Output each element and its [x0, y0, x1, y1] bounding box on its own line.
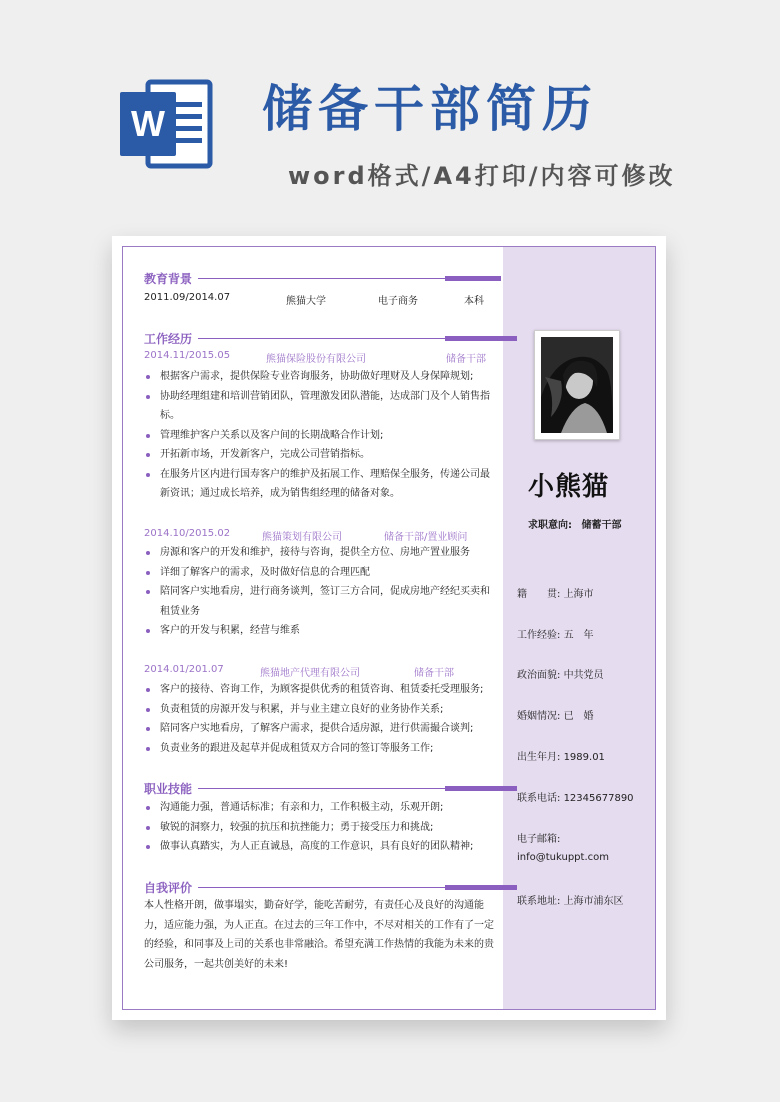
experience-title: 工作经历	[144, 332, 193, 346]
job-3-period: 2014.01/201.07	[144, 664, 224, 675]
list-item: 敏锐的洞察力，较强的抗压和抗挫能力；勇于接受压力和挑战;	[144, 818, 496, 838]
experience-divider-bar	[445, 336, 517, 341]
info-value: 五 年	[563, 630, 594, 641]
job-2-position: 储备干部/置业顾问	[384, 532, 468, 543]
education-title: 教育背景	[144, 272, 193, 286]
info-value: 上海市	[563, 589, 594, 600]
list-item: 协助经理组建和培训营销团队，管理激发团队潜能，达成部门及个人销售指标。	[144, 387, 496, 426]
list-item: 详细了解客户的需求，及时做好信息的合理匹配	[144, 563, 496, 583]
education-degree: 本科	[464, 296, 484, 307]
list-item: 根据客户需求，提供保险专业咨询服务，协助做好理财及人身保障规划;	[144, 367, 496, 387]
list-item: 管理维护客户关系以及客户间的长期战略合作计划;	[144, 426, 496, 446]
skills-divider	[198, 788, 448, 789]
job-intent	[528, 516, 621, 531]
list-item: 沟通能力强，普通话标准；有亲和力，工作积极主动，乐观开朗;	[144, 798, 496, 818]
job-1-position: 储备干部	[446, 354, 486, 365]
list-item: 陪同客户实地看房，了解客户需求，提供合适房源，进行供需撮合谈判;	[144, 719, 496, 739]
job-intent-label: 求职意向:	[528, 520, 572, 531]
education-divider-bar	[445, 276, 501, 281]
info-value: 12345677890	[563, 793, 634, 804]
list-item: 客户的开发与积累，经营与维系	[144, 621, 496, 641]
info-email-label: 电子邮箱:	[517, 834, 561, 845]
job-3-company: 熊猫地产代理有限公司	[260, 668, 360, 679]
info-label: 联系地址:	[517, 896, 561, 907]
info-label: 联系电话:	[517, 793, 561, 804]
education-divider	[198, 278, 448, 279]
info-value: 上海市浦东区	[563, 896, 624, 907]
resume-sheet	[112, 236, 666, 1020]
education-school: 熊猫大学	[286, 296, 326, 307]
list-item: 客户的接待、咨询工作，为顾客提供优秀的租赁咨询、租赁委托受理服务;	[144, 680, 496, 700]
info-label: 政治面貌:	[517, 670, 561, 681]
info-experience	[517, 626, 594, 641]
job-1-company: 熊猫保险股份有限公司	[266, 354, 366, 365]
education-period: 2011.09/2014.07	[144, 292, 231, 303]
list-item: 在服务片区内进行国寿客户的维护及拓展工作、理赔保全服务，传递公司最新资讯；通过成长培养，成为销售组经理的储备对象。	[144, 465, 496, 504]
portrait-photo	[534, 330, 620, 440]
list-item: 房源和客户的开发和维护，接待与咨询，提供全方位、房地产置业服务	[144, 543, 496, 563]
list-item: 负责租赁的房源开发与积累，并与业主建立良好的业务协作关系;	[144, 700, 496, 720]
job-1-period: 2014.11/2015.05	[144, 350, 231, 361]
list-item: 陪同客户实地看房，进行商务谈判，签订三方合同，促成房地产经纪买卖和租赁业务	[144, 582, 496, 621]
info-marital	[517, 707, 594, 722]
experience-divider	[198, 338, 448, 339]
self-eval-divider	[198, 887, 448, 888]
page-subtitle: word格式/A4打印/内容可修改	[288, 162, 676, 190]
list-item: 开拓新市场，开发新客户，完成公司营销指标。	[144, 445, 496, 465]
info-value: 中共党员	[563, 670, 604, 681]
info-email-value: info@tukuppt.com	[517, 852, 609, 863]
skills-divider-bar	[445, 786, 517, 791]
page-title: 储备干部简历	[262, 80, 598, 138]
info-label: 出生年月:	[517, 752, 561, 763]
info-politics	[517, 666, 604, 681]
job-intent-value: 储蓄干部	[581, 520, 622, 531]
info-address	[517, 892, 624, 907]
job-1-duties	[144, 367, 496, 504]
self-eval-divider-bar	[445, 885, 517, 890]
job-3-duties	[144, 680, 496, 758]
job-2-company: 熊猫策划有限公司	[262, 532, 342, 543]
info-phone	[517, 789, 634, 804]
info-label: 籍 贯:	[517, 589, 561, 600]
job-3-position: 储备干部	[414, 668, 454, 679]
job-2-period: 2014.10/2015.02	[144, 528, 231, 539]
info-birth	[517, 748, 605, 763]
list-item: 做事认真踏实，为人正直诚恳，高度的工作意识，具有良好的团队精神;	[144, 837, 496, 857]
self-eval-text: 本人性格开朗，做事塌实，勤奋好学，能吃苦耐劳，有责任心及良好的沟通能力，适应能力强，为人正直。在过去的三年工作中，不尽对相关的工作有了一定的经验，和同事及上司的关系也非常融洽。希望充满工作热情的我能为未来的贵公司服务，一起共创美好的未来!	[144, 900, 494, 970]
skills-title: 职业技能	[144, 782, 193, 796]
svg-text:W: W	[131, 103, 165, 144]
info-value: 已 婚	[563, 711, 594, 722]
education-major: 电子商务	[378, 296, 418, 307]
profile-name: 小熊猫	[528, 472, 610, 502]
info-label: 婚姻情况:	[517, 711, 561, 722]
info-hometown	[517, 585, 594, 600]
word-icon	[118, 76, 216, 172]
self-eval-title: 自我评价	[144, 881, 193, 895]
job-2-duties	[144, 543, 496, 641]
list-item: 负责业务的跟进及起草并促成租赁双方合同的签订等服务工作;	[144, 739, 496, 759]
info-label: 工作经验:	[517, 630, 561, 641]
info-value: 1989.01	[563, 752, 605, 763]
skills-list	[144, 798, 496, 857]
